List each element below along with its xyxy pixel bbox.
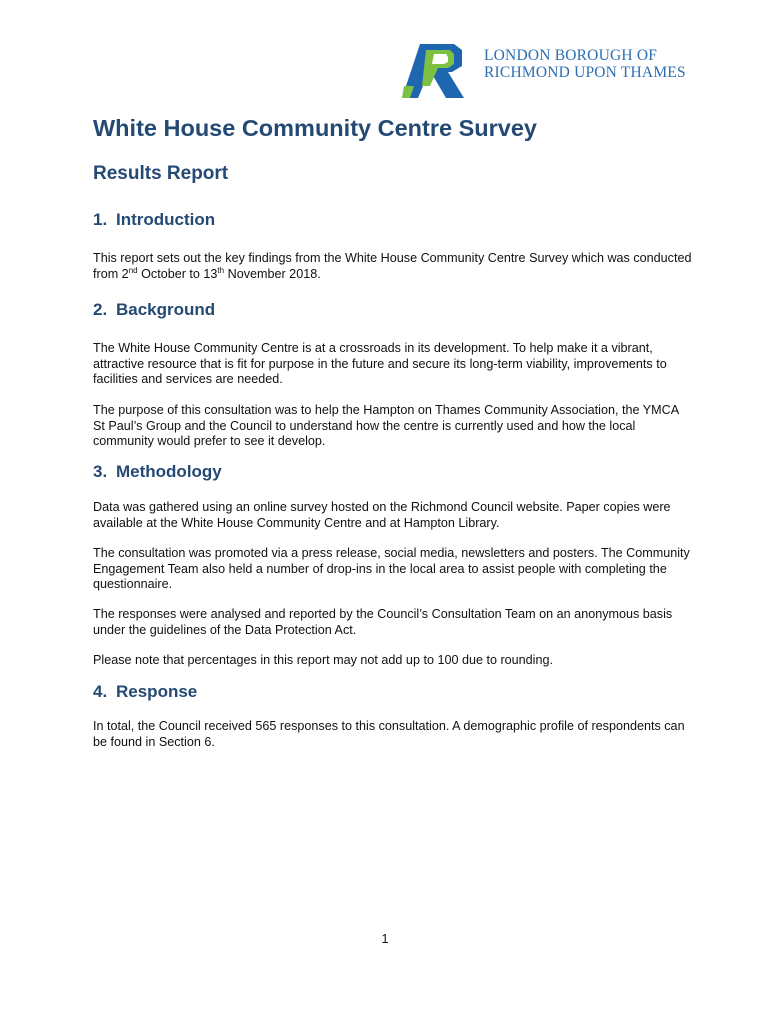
ordinal-suffix: nd (128, 265, 138, 275)
response-paragraph: In total, the Council received 565 responses to this consultation. A demographic profile of respondents can be found in Section 6. (93, 719, 685, 749)
methodology-paragraph-2: The consultation was promoted via a press release, social media, newsletters and posters. The Community Engagement Team also held a number of drop-ins in the local area to assist people with completing the questionnaire. (93, 546, 690, 592)
section-number: 3. (93, 462, 108, 481)
section-title: Methodology (116, 462, 222, 481)
section-heading-introduction (93, 210, 215, 230)
logo-line-1: LONDON BOROUGH OF (484, 47, 658, 64)
methodology-paragraph-4: Please note that percentages in this report may not add up to 100 due to rounding. (93, 653, 553, 667)
section-heading-methodology (93, 462, 222, 482)
page-number: 1 (381, 932, 389, 946)
ordinal-suffix: th (217, 265, 225, 275)
background-paragraph-1: The White House Community Centre is at a crossroads in its development. To help make it a vibrant, attractive resource that is fit for purpose in the future and secure its long-term viability, improvements to facilities and services are needed. (93, 341, 667, 387)
methodology-paragraph-3: The responses were analysed and reported by the Council’s Consultation Team on an anonymous basis under the guidelines of the Data Protection Act. (93, 607, 673, 637)
section-number: 4. (93, 682, 108, 701)
section-heading-background (93, 300, 215, 320)
richmond-r-logo-icon (402, 42, 482, 100)
background-paragraph-2: The purpose of this consultation was to help the Hampton on Thames Community Association, the YMCA St Paul’s Group and the Council to understand how the centre is currently used and how the local community would prefer to see it develop. (93, 403, 679, 449)
section-title: Response (116, 682, 198, 701)
methodology-paragraph-1: Data was gathered using an online survey hosted on the Richmond Council website. Paper copies were available at the White House Community Centre and at Hampton Library. (93, 500, 671, 530)
council-logo (402, 42, 692, 100)
section-heading-response (93, 682, 197, 702)
document-subtitle: Results Report (93, 163, 229, 184)
section-title: Background (116, 300, 216, 319)
document-title: White House Community Centre Survey (93, 115, 537, 141)
logo-wordmark (484, 47, 686, 81)
section-title: Introduction (116, 210, 216, 229)
intro-paragraph: This report sets out the key findings from the White House Community Centre Survey which was conducted from 2nd October to 13th November 2018. (93, 251, 692, 281)
logo-line-2: RICHMOND UPON THAMES (484, 64, 686, 81)
section-number: 2. (93, 300, 108, 319)
section-number: 1. (93, 210, 108, 229)
